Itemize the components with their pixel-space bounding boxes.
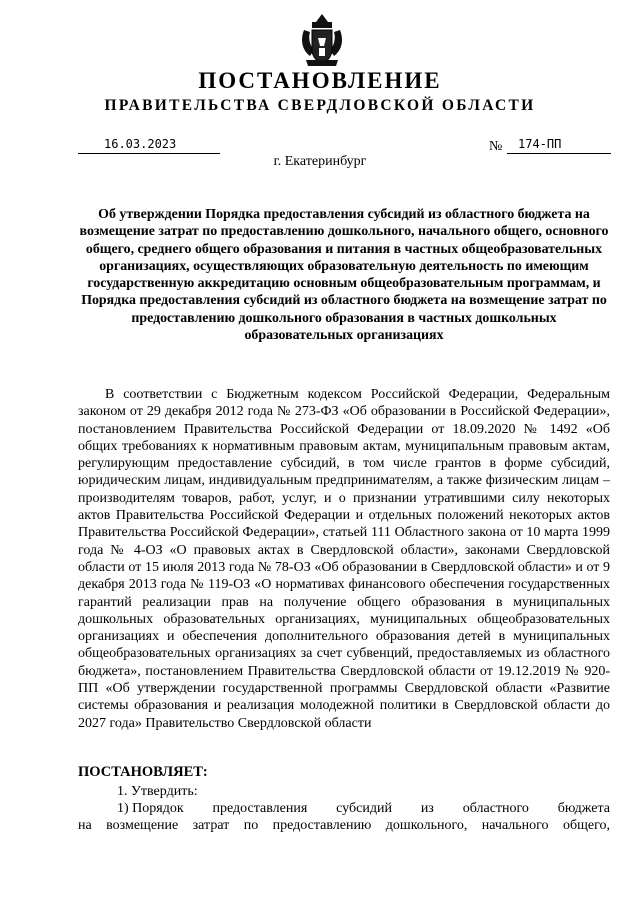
word: из	[420, 801, 434, 816]
item-1: 1. Утвердить:	[117, 784, 198, 799]
word: возмещение	[106, 818, 179, 833]
coat-of-arms-icon	[296, 10, 348, 68]
word: затрат	[192, 818, 230, 833]
word: на	[78, 818, 92, 833]
item-1-1-continuation	[78, 818, 610, 834]
preamble-text: В соответствии с Бюджетным кодексом Российской Федерации, Федеральным законом от 29 декабря 2012 года № 273-ФЗ «Об образовании в Российской Федерации», постановлением Правительства Российской Федерации от 18.09.2020 № 1492 «Об общих требованиях к нормативным правовым актам, муниципальным правовым актам, регулирующим предоставление субсидий, в том числе грантов в форме субсидий, юридическим лицам, индивидуальным предпринимателям, а также физическим лицам – производителям товаров, работ, услуг, и о признании утратившими силу некоторых актов Правительства Российской Федерации и отдельных положений некоторых актов Правительства Российской Федерации», статьей 111 Областного закона от 10 марта 1999 года № 4-ОЗ «О правовых актах в Свердловской области», законами Свердловской области от 15 июля 2013 года № 78-ОЗ «Об образовании в Свердловской области» и от 9 декабря 2013 года № 119-ОЗ «О нормативах финансового обеспечения государственных гарантий реализации прав на получение общего образования в муниципальных дошкольных образовательных организациях, муниципальных общеобразовательных организациях и обеспечения дополнительного образования детей в муниципальных общеобразовательных организациях за счет субвенций, предоставляемых из областного бюджета», постановлением Правительства Свердловской области от 19.12.2019 № 920-ПП «Об утверждении государственной программы Свердловской области «Развитие системы образования и реализация молодежной политики в Свердловской области до 2027 года» Правительство Свердловской области	[78, 387, 610, 731]
number-label: №	[489, 139, 503, 154]
document-number: 174-ПП	[507, 135, 611, 154]
city: г. Екатеринбург	[273, 154, 367, 169]
word: 1) Порядок	[117, 801, 184, 816]
word: бюджета	[557, 801, 610, 816]
document-subtitle: ПРАВИТЕЛЬСТВА СВЕРДЛОВСКОЙ ОБЛАСТИ	[104, 97, 536, 114]
word: предоставления	[212, 801, 308, 816]
word: начального	[481, 818, 549, 833]
document-date: 16.03.2023	[78, 135, 220, 154]
word: субсидий	[336, 801, 392, 816]
document-title: ПОСТАНОВЛЕНИЕ	[198, 68, 442, 93]
item-1-1-line	[117, 801, 610, 817]
decree-keyword: ПОСТАНОВЛЯЕТ:	[78, 764, 208, 780]
document-heading: Об утверждении Порядка предоставления субсидий из областного бюджета на возмещение затрат по предоставлению дошкольного, начального общего, основного общего, среднего общего образования и питания в частных общеобразовательных организациях, осуществляющих образовательную деятельность по имеющим государственную аккредитацию основным общеобразовательным программам, и Порядка предоставления субсидий из областного бюджета на возмещение затрат по предоставлению дошкольного образования в частных дошкольных образовательных организациях	[79, 207, 609, 344]
word: по	[243, 818, 259, 833]
word: предоставлению	[272, 818, 372, 833]
word: дошкольного,	[385, 818, 468, 833]
word: областного	[462, 801, 529, 816]
preamble-paragraph	[78, 386, 610, 732]
word: общего,	[562, 818, 610, 833]
